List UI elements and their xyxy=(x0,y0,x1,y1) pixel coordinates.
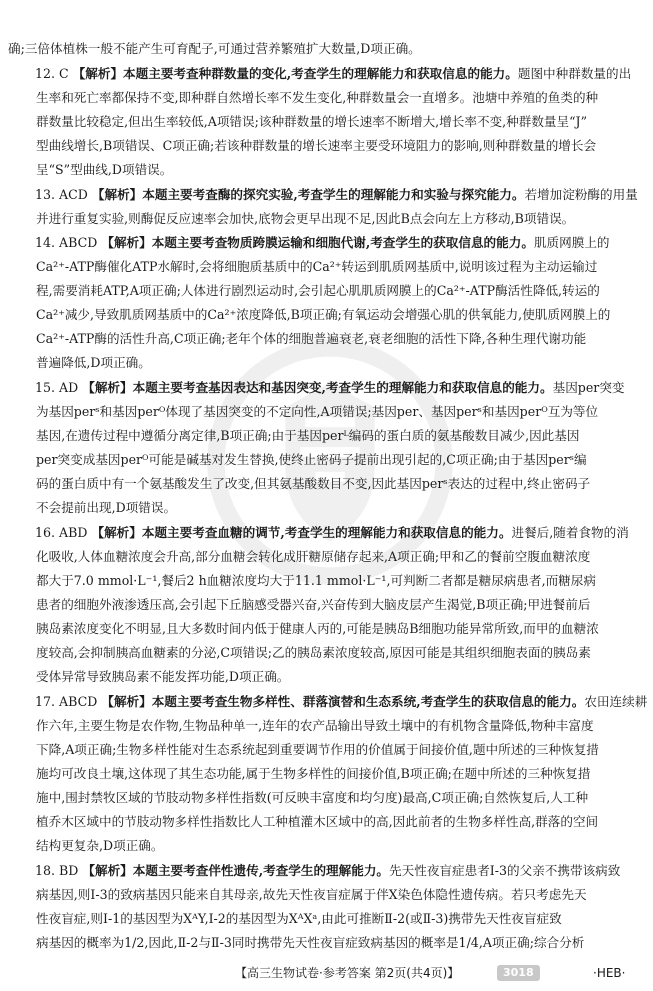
text-line: 不会提前出现,D项错误。 xyxy=(36,500,177,515)
text-line: 生率和死亡率都保持不变,即种群自然增长率不发生变化,种群数量会一直增多。池塘中养殖的鱼类的种 xyxy=(36,90,599,105)
text-line: 码的蛋白质中有一个氨基酸发生了改变,但其氨基酸数目不变,因此基因perˢ表达的过程中,终止密码子 xyxy=(36,476,591,491)
text-line: 呈“S”型曲线,D项错误。 xyxy=(36,162,173,177)
text-line: 基因,在遗传过程中遵循分离定律,B项正确;由于基因perᴸ编码的蛋白质的氨基酸数目减少,因此基因 xyxy=(36,428,580,443)
text-line: 确;三倍体植株一般不能产生可育配子,可通过营养繁殖扩大数量,D项正确。 xyxy=(8,41,421,56)
text-line: 为基因perˢ和基因perᴼ体现了基因突变的不定向性,A项错误;基因per、基因perˢ和基因perᴼ互为等位 xyxy=(36,404,599,419)
text-line: 程,需要消耗ATP,A项正确;人体进行剧烈运动时,会引起心肌肌质网膜上的Ca²⁺-ATP酶活性降低,转运的 xyxy=(36,283,600,298)
answer-item-12: 12. C 【解析】本题主要考查种群数量的变化,考查学生的理解能力和获取信息的能力。题图中种群数量的出 xyxy=(35,66,632,81)
text-line: 下降,A项正确;生物多样性能对生态系统起到重要调节作用的价值属于间接价值,题中所述的三种恢复措 xyxy=(36,742,599,757)
text-line: 性夜盲症,则Ⅰ-1的基因型为XᴬY,Ⅰ-2的基因型为XᴬXᵃ,由此可推断Ⅱ-2(或Ⅱ-3)携带先天性夜盲症致 xyxy=(36,911,562,926)
text-line: 病基因,则Ⅰ-3的致病基因只能来自其母亲,故先天性夜盲症属于伴X染色体隐性遗传病。若只考虑先天 xyxy=(36,887,587,902)
paper-code-badge: 3018 xyxy=(497,965,540,981)
answer-item-13: 13. ACD 【解析】本题主要考查酶的探究实验,考查学生的理解能力和实验与探究能力。若增加淀粉酶的用量 xyxy=(35,187,638,202)
footer-region-code: ·HEB· xyxy=(593,966,626,980)
footer-page-info: 【高三生物试卷·参考答案 第2页(共4页)】 xyxy=(235,966,460,980)
answer-item-16: 16. ABD 【解析】本题主要考查血糖的调节,考查学生的理解能力和获取信息的能力。进餐后,随着食物的消 xyxy=(35,525,629,540)
text-line: per突变成基因perᴼ可能是碱基对发生替换,使终止密码子提前出现引起的,C项正确;由于基因perˢ编 xyxy=(36,452,587,467)
text-line: 型曲线增长,B项错误、C项正确;若该种群数量的增长速率主要受环境阻力的影响,则种群数量的增长会 xyxy=(36,138,597,153)
page-footer xyxy=(0,962,653,984)
answer-item-15: 15. AD 【解析】本题主要考查基因表达和基因突变,考查学生的理解能力和获取信息的能力。基因per突变 xyxy=(35,380,625,395)
text-line: 并进行重复实验,则酶促反应速率会加快,底物会更早出现不足,因此B点会向左上方移动,B项错误。 xyxy=(36,211,575,226)
text-line: 度较高,会抑制胰高血糖素的分泌,C项错误;乙的胰岛素浓度较高,原因可能是其组织细胞表面的胰岛素 xyxy=(36,645,591,660)
text-line: 施中,围封禁牧区域的节肢动物多样性指数(可反映丰富度和均匀度)最高,C项正确;自然恢复后,人工种 xyxy=(36,790,589,805)
text-line: Ca²⁺减少,导致肌质网基质中的Ca²⁺浓度降低,B项正确;有氧运动会增强心肌的供氧能力,使肌质网膜上的 xyxy=(36,307,611,322)
text-line: 胰岛素浓度变化不明显,且大多数时间内低于健康人丙的,可能是胰岛B细胞功能异常所致,而甲的血糖浓 xyxy=(36,621,599,636)
answer-item-14: 14. ABCD 【解析】本题主要考查物质跨膜运输和细胞代谢,考查学生的获取信息的能力。肌质网膜上的 xyxy=(35,235,610,250)
text-line: 病基因的概率为1/2,因此,Ⅱ-2与Ⅱ-3同时携带先天性夜盲症致病基因的概率是1/4,A项正确;综合分析 xyxy=(36,935,585,950)
text-line: 化吸收,人体血糖浓度会升高,部分血糖会转化成肝糖原储存起来,A项正确;甲和乙的餐前空腹血糖浓度 xyxy=(36,549,591,564)
text-line: Ca²⁺-ATP酶催化ATP水解时,会将细胞质基质中的Ca²⁺转运到肌质网基质中,说明该过程为主动运输过 xyxy=(36,259,598,274)
text-line: 植乔木区域中的节肢动物多样性指数比人工种植灌木区域中的高,因此前者的生物多样性高,群落的空间 xyxy=(36,814,599,829)
text-line: 受体异常导致胰岛素不能发挥功能,D项正确。 xyxy=(36,669,290,684)
text-line: Ca²⁺-ATP酶的活性升高,C项正确;老年个体的细胞普遍衰老,衰老细胞的活性下降,各种生理代谢功能 xyxy=(36,331,587,346)
text-line: 施均可改良土壤,这体现了其生态功能,属于生物多样性的间接价值,B项正确;在题中所述的三种恢复措 xyxy=(36,766,591,781)
answer-item-17: 17. ABCD 【解析】本题主要考查生物多样性、群落演替和生态系统,考查学生的获取信息的能力。农田连续耕 xyxy=(35,694,648,709)
text-line: 作六年,主要生物是农作物,生物品种单一,连年的农产品输出导致土壤中的有机物含量降低,物种丰富度 xyxy=(36,718,594,733)
text-line: 患者的细胞外液渗透压高,会引起下丘脑感受器兴奋,兴奋传到大脑皮层产生渴觉,B项正确;甲进餐前后 xyxy=(36,597,591,612)
text-line: 群数量比较稳定,但出生率较低,A项错误;该种群数量的增长速率不断增大,增长率不变,种群数量呈“J” xyxy=(36,114,588,129)
text-line: 都大于7.0 mmol·L⁻¹,餐后2 h血糖浓度均大于11.1 mmol·L⁻¹,可判断二者都是糖尿病患者,而糖尿病 xyxy=(36,573,596,588)
text-line: 结构更复杂,D项正确。 xyxy=(36,838,164,853)
text-line: 普遍降低,D项正确。 xyxy=(36,355,151,370)
answer-item-18: 18. BD 【解析】本题主要考查伴性遗传,考查学生的理解能力。先天性夜盲症患者Ⅰ-3的父亲不携带该病致 xyxy=(35,863,621,878)
